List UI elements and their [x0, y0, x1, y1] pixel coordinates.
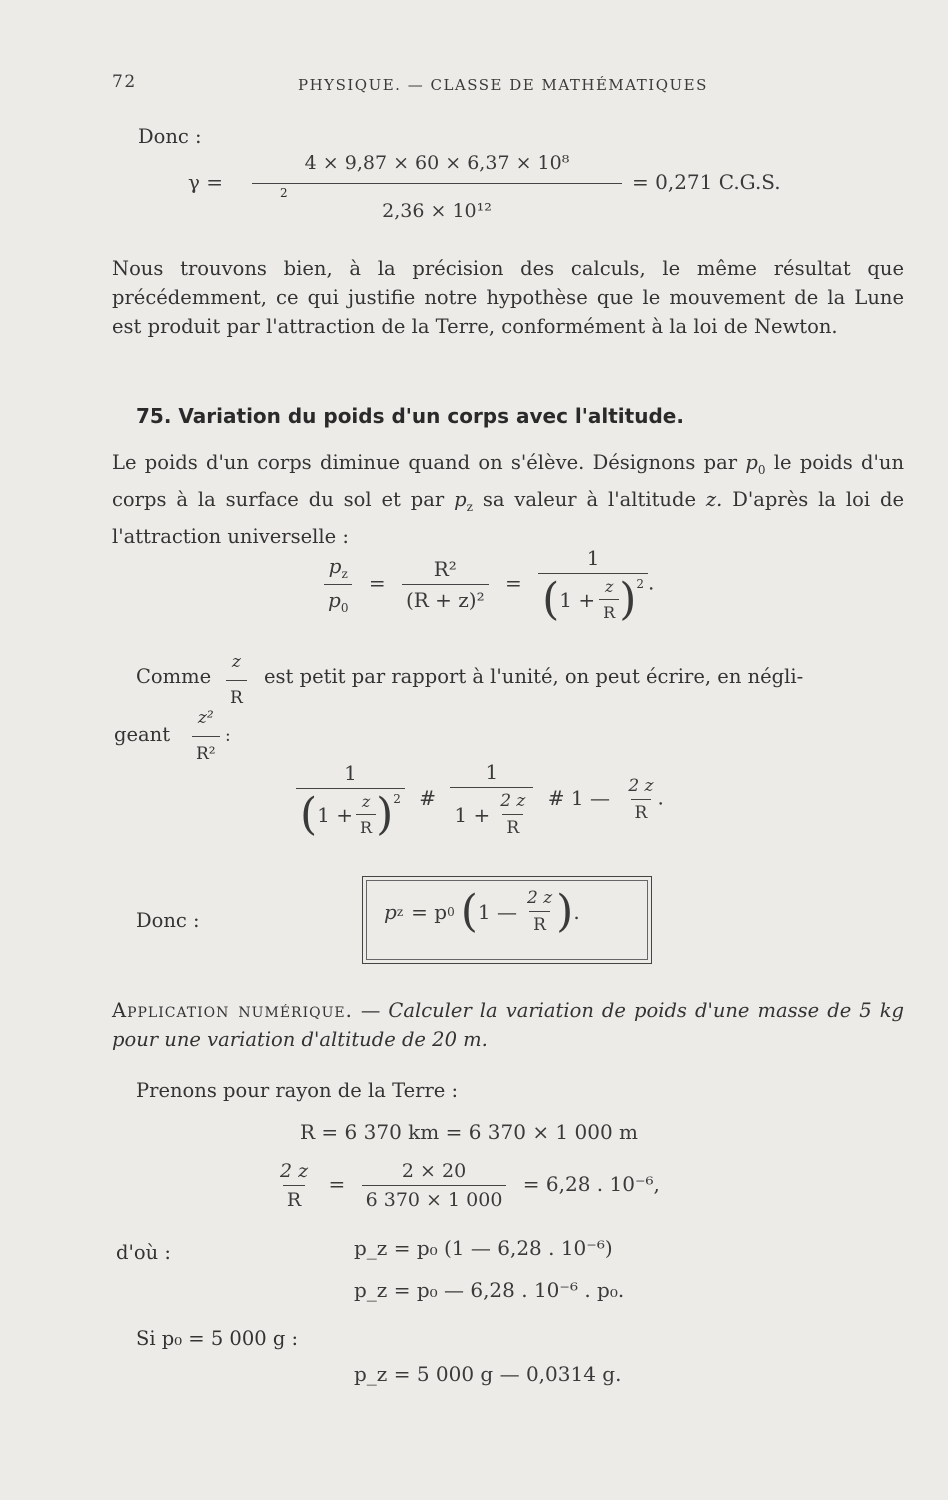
donc-label-2: Donc : [136, 909, 200, 932]
eq2-twoz: 2 z [500, 791, 526, 811]
para2-text-2: le poids d'un corps à la surface du sol et par [112, 451, 904, 511]
para2-text-3: sa valeur à l'altitude [482, 487, 696, 511]
application-paragraph [112, 996, 904, 1054]
eq1-equals-2: = [505, 570, 522, 595]
rayon-result: = 6,28 . 10⁻⁶, [522, 1172, 660, 1196]
boxed-z-sub: z [396, 904, 404, 919]
running-title: PHYSIQUE. — CLASSE DE MATHÉMATIQUES [298, 76, 708, 94]
eq2-approx: # [419, 785, 436, 810]
para2-text-4: D'après la loi de l'attraction universelle : [112, 487, 905, 548]
eq2-one-plus-a: 1 + [317, 802, 354, 827]
eq1-z-sub: z [341, 566, 348, 581]
eq1-R: R [599, 599, 619, 622]
geant-R2: R² [192, 736, 220, 769]
donc-label: Donc : [138, 125, 202, 148]
eq2-frac-one-plus [450, 760, 533, 838]
gamma-lhs: γ = [188, 170, 224, 194]
geant-label: geant [114, 723, 171, 746]
boxed-eq-p0: = p [411, 899, 448, 924]
eq1-rz2: (R + z)² [402, 584, 489, 612]
eq1-p0: p [328, 587, 341, 612]
section-heading [136, 404, 684, 428]
boxed-twoz: 2 z [526, 888, 553, 908]
si-line: p_z = 5 000 g — 0,0314 g. [354, 1362, 622, 1386]
application-text: Calculer la variation de poids d'une masse de 5 kg pour une variation d'altitude de 20 m. [112, 999, 905, 1051]
gamma-denominator: 2,36 × 10¹² [382, 200, 492, 222]
comme-rest: est petit par rapport à l'unité, on peut écrire, en négli- [264, 665, 804, 688]
eq2-one-plus-b: 1 + [454, 802, 491, 827]
dou-line-1: p_z = p₀ (1 — 6,28 . 10⁻⁶) [354, 1236, 613, 1260]
rayon-twoz: 2 z [280, 1160, 309, 1182]
geant-z2: z² [197, 708, 214, 728]
eq1-frac-r2 [402, 557, 489, 612]
para2-text-1: Le poids d'un corps diminue quand on s'élève. Désignons par [112, 451, 738, 474]
rayon-R-line: R = 6 370 km = 6 370 × 1 000 m [300, 1120, 639, 1144]
dou-line-2: p_z = p₀ — 6,28 . 10⁻⁶ . p₀. [354, 1278, 625, 1302]
eq2-one-b: 1 [485, 760, 499, 784]
gamma-small-exp: 2 [280, 186, 288, 200]
rayon-eq [276, 1160, 660, 1211]
gamma-fraction-bar [252, 183, 622, 184]
eq2-one-a: 1 [344, 761, 357, 785]
geant-colon: : [225, 726, 231, 746]
boxed-dot: . [573, 899, 580, 924]
dou-label: d'où : [116, 1241, 171, 1264]
boxed-R: R [529, 911, 550, 935]
eq2-z: z [361, 792, 371, 811]
eq1-z: z [604, 577, 614, 596]
eq1-r2: R² [433, 556, 457, 581]
eq2 [296, 760, 664, 838]
si-label: Si p₀ = 5 000 g : [136, 1327, 299, 1350]
pz-symbol: p [454, 487, 467, 511]
comme-label: Comme [136, 665, 212, 688]
paragraph-newton: Nous trouvons bien, à la précision des calculs, le même résultat que précédemment, ce qui justifie notre hypothèse que le mouvement de la Lune est produit par l'attraction de la Terre, conformément à la loi de Newton. [112, 257, 904, 338]
eq1-one-plus: 1 + [559, 587, 596, 612]
eq1 [324, 546, 655, 625]
paragraph-poids [112, 448, 904, 551]
geant-frac [192, 704, 231, 769]
rayon-intro: Prenons pour rayon de la Terre : [136, 1079, 459, 1102]
rayon-num: 2 × 20 [401, 1160, 467, 1182]
eq1-one: 1 [586, 546, 600, 570]
application-dash: — [360, 999, 381, 1022]
pz-sub: z [466, 499, 473, 514]
eq2-frac-twoz [624, 776, 657, 823]
p0-symbol: p [745, 451, 758, 474]
z-symbol: z. [705, 487, 723, 511]
eq2-one-minus: # 1 — [547, 785, 610, 810]
gamma-result: = 0,271 C.G.S. [632, 170, 781, 194]
application-title: Application numérique. [112, 999, 353, 1022]
gamma-numerator: 4 × 9,87 × 60 × 6,37 × 10⁸ [304, 152, 570, 174]
eq2-frac-one-paren: 1 ( 1 + $\frac{z}{R}$ ) $^2$ [296, 761, 405, 837]
rayon-den: 6 370 × 1 000 [362, 1185, 507, 1211]
rayon-equals: = [328, 1172, 346, 1196]
eq2-R: R [356, 814, 376, 837]
eq1-equals-1: = [368, 570, 386, 595]
boxed-zero-sub: 0 [447, 904, 455, 919]
boxed-formula: p z = p 0 ( 1 — $\frac{2 z}{R}$ ) . [384, 885, 580, 937]
eq2-twoz2: 2 z [628, 775, 654, 796]
eq2-square: 2 [393, 792, 401, 806]
eq1-square: 2 [636, 577, 644, 591]
rayon-R: R [283, 1185, 305, 1211]
section-number: 75. [136, 404, 172, 428]
eq2-dot: . [657, 785, 664, 810]
comme-R: R [226, 680, 247, 713]
comme-z: z [231, 652, 241, 672]
eq1-frac-pz-p0 [324, 554, 352, 615]
page-number: 72 [112, 72, 137, 92]
boxed-pz: p [384, 899, 397, 924]
boxed-one-minus: 1 — [477, 899, 517, 924]
eq2-R-b: R [502, 814, 523, 838]
p0-sub: 0 [757, 462, 766, 477]
eq1-dot: . [648, 570, 655, 595]
eq2-R2: R [631, 799, 652, 823]
section-title: Variation du poids d'un corps avec l'altitude. [178, 404, 684, 428]
eq1-frac-one: 1 ( 1 + $\frac{z}{R}$ ) $^2$ [538, 546, 648, 622]
eq1-pz: p [328, 553, 342, 578]
eq1-zero-sub: 0 [340, 600, 349, 615]
